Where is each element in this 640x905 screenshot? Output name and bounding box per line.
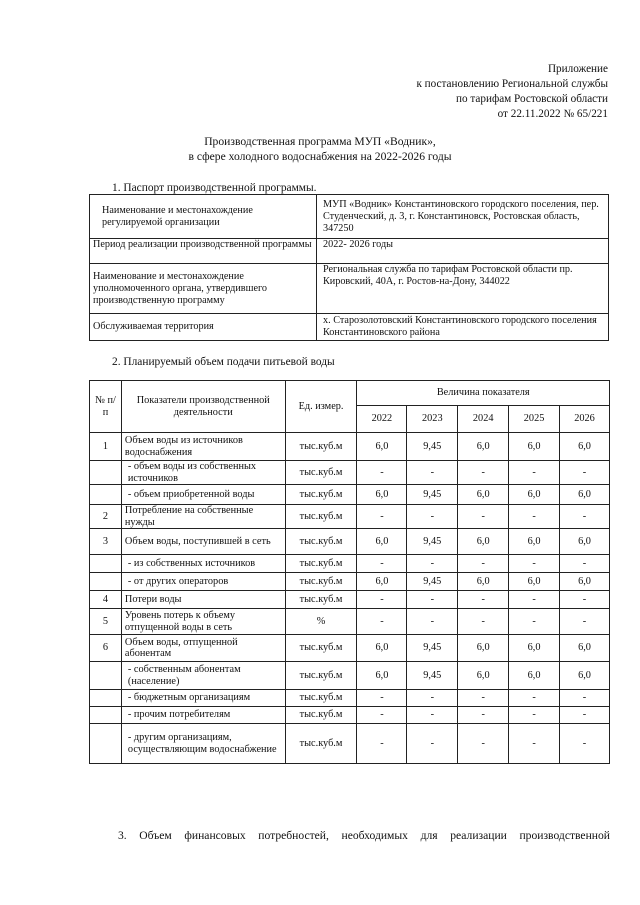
row-indicator: - объем воды из собственных источников xyxy=(121,461,285,485)
table-row xyxy=(90,433,610,461)
row-value: 6,0 xyxy=(357,573,407,591)
row-value: 6,0 xyxy=(560,485,610,505)
row-value: 9,45 xyxy=(407,573,458,591)
row-indicator: - объем приобретенной воды xyxy=(121,485,285,505)
row-value: - xyxy=(560,707,610,724)
passport-value: Региональная служба по тарифам Ростовской области пр. Кировский, 40А, г. Ростов-на-Дону, 344022 xyxy=(317,264,609,314)
row-value: - xyxy=(357,555,407,573)
title-line: в сфере холодного водоснабжения на 2022-2026 годы xyxy=(188,150,452,163)
row-value: - xyxy=(357,690,407,707)
row-value: - xyxy=(407,690,458,707)
row-value: - xyxy=(560,505,610,529)
row-value: 9,45 xyxy=(407,485,458,505)
row-num: 6 xyxy=(90,635,122,662)
row-value: - xyxy=(560,555,610,573)
row-value: - xyxy=(407,609,458,635)
table-row xyxy=(90,707,610,724)
row-value: - xyxy=(407,505,458,529)
row-value: 6,0 xyxy=(509,529,560,555)
row-num xyxy=(90,724,122,764)
row-value: 6,0 xyxy=(357,529,407,555)
row-value: 6,0 xyxy=(509,485,560,505)
row-indicator: - другим организациям, осуществляющим водоснабжение xyxy=(121,724,285,764)
row-unit: тыс.куб.м xyxy=(285,555,357,573)
approval-note xyxy=(416,62,608,122)
approval-line: Приложение xyxy=(547,63,608,75)
row-unit: тыс.куб.м xyxy=(285,635,357,662)
table-row xyxy=(90,690,610,707)
row-value: - xyxy=(458,555,509,573)
passport-label: Период реализации производственной программы xyxy=(90,239,317,264)
table-row xyxy=(90,609,610,635)
row-value: - xyxy=(560,591,610,609)
row-indicator: Потери воды xyxy=(121,591,285,609)
row-value: 6,0 xyxy=(560,529,610,555)
row-value: 6,0 xyxy=(357,635,407,662)
row-value: 6,0 xyxy=(560,433,610,461)
header-year: 2023 xyxy=(407,406,458,433)
row-value: - xyxy=(357,724,407,764)
row-value: - xyxy=(407,724,458,764)
row-unit: тыс.куб.м xyxy=(285,433,357,461)
passport-value: х. Старозолотовский Константиновского городского поселения Константиновского района xyxy=(317,314,609,341)
row-value: - xyxy=(560,690,610,707)
row-value: 9,45 xyxy=(407,662,458,690)
row-indicator: - прочим потребителям xyxy=(121,707,285,724)
row-unit: тыс.куб.м xyxy=(285,461,357,485)
document-title xyxy=(0,134,640,164)
table-row xyxy=(90,505,610,529)
row-value: 6,0 xyxy=(458,573,509,591)
row-value: - xyxy=(458,461,509,485)
row-value: 9,45 xyxy=(407,433,458,461)
row-num: 4 xyxy=(90,591,122,609)
row-indicator: Объем воды из источников водоснабжения xyxy=(121,433,285,461)
passport-value: 2022- 2026 годы xyxy=(317,239,609,264)
header-row xyxy=(90,381,610,406)
row-value: - xyxy=(407,461,458,485)
water-volume-table xyxy=(89,380,610,764)
row-value: - xyxy=(458,724,509,764)
row-value: 6,0 xyxy=(560,635,610,662)
table-row xyxy=(90,724,610,764)
row-value: 6,0 xyxy=(509,573,560,591)
row-unit: тыс.куб.м xyxy=(285,662,357,690)
header-num: № п/п xyxy=(90,381,122,433)
row-indicator: Объем воды, поступившей в сеть xyxy=(121,529,285,555)
row-value: 6,0 xyxy=(509,662,560,690)
row-value: 6,0 xyxy=(560,573,610,591)
row-num xyxy=(90,690,122,707)
table-row xyxy=(90,573,610,591)
header-value-group: Величина показателя xyxy=(357,381,610,406)
row-value: 6,0 xyxy=(560,662,610,690)
row-num xyxy=(90,573,122,591)
table-body xyxy=(90,433,610,764)
row-num: 1 xyxy=(90,433,122,461)
row-value: - xyxy=(509,690,560,707)
row-unit: тыс.куб.м xyxy=(285,707,357,724)
header-indicator: Показатели производственной деятельности xyxy=(121,381,285,433)
row-num xyxy=(90,662,122,690)
row-value: 6,0 xyxy=(357,433,407,461)
row-value: - xyxy=(357,609,407,635)
row-indicator: Уровень потерь к объему отпущенной воды в сеть xyxy=(121,609,285,635)
row-indicator: - из собственных источников xyxy=(121,555,285,573)
passport-value: МУП «Водник» Константиновского городского поселения, пер. Студенческий, д. 3, г. Константиновск, Ростовская область, 347250 xyxy=(317,195,609,239)
passport-label: Наименование и местонахождение уполномоченного органа, утвердившего производственную программу xyxy=(90,264,317,314)
table-row xyxy=(90,555,610,573)
row-value: 6,0 xyxy=(509,433,560,461)
row-value: 6,0 xyxy=(458,485,509,505)
row-value: 9,45 xyxy=(407,635,458,662)
row-unit: тыс.куб.м xyxy=(285,573,357,591)
row-value: - xyxy=(407,591,458,609)
row-value: 6,0 xyxy=(357,485,407,505)
row-value: - xyxy=(407,707,458,724)
row-value: - xyxy=(560,724,610,764)
title-line: Производственная программа МУП «Водник», xyxy=(204,135,436,148)
row-indicator: - бюджетным организациям xyxy=(121,690,285,707)
row-value: 6,0 xyxy=(509,635,560,662)
passport-label: Наименование и местонахождение регулируемой организации xyxy=(90,195,317,239)
row-value: - xyxy=(509,591,560,609)
row-indicator: - от других операторов xyxy=(121,573,285,591)
row-value: - xyxy=(560,609,610,635)
header-year: 2026 xyxy=(560,406,610,433)
table-row xyxy=(90,529,610,555)
section-1-heading: 1. Паспорт производственной программы. xyxy=(112,182,317,194)
passport-row xyxy=(90,264,609,314)
passport-table xyxy=(89,194,609,341)
row-value: - xyxy=(560,461,610,485)
passport-row xyxy=(90,239,609,264)
row-unit: тыс.куб.м xyxy=(285,591,357,609)
row-unit: тыс.куб.м xyxy=(285,724,357,764)
row-value: 6,0 xyxy=(458,529,509,555)
table-row xyxy=(90,485,610,505)
row-value: - xyxy=(357,591,407,609)
row-value: - xyxy=(458,609,509,635)
row-value: 6,0 xyxy=(458,635,509,662)
table-row xyxy=(90,635,610,662)
row-value: - xyxy=(509,505,560,529)
row-unit: % xyxy=(285,609,357,635)
row-unit: тыс.куб.м xyxy=(285,529,357,555)
row-value: - xyxy=(357,505,407,529)
row-value: - xyxy=(458,690,509,707)
row-num xyxy=(90,555,122,573)
row-num: 2 xyxy=(90,505,122,529)
row-num xyxy=(90,485,122,505)
section-2-heading: 2. Планируемый объем подачи питьевой воды xyxy=(112,356,335,368)
row-num: 3 xyxy=(90,529,122,555)
approval-line: к постановлению Региональной службы xyxy=(416,78,608,90)
approval-line: от 22.11.2022 № 65/221 xyxy=(497,108,608,120)
row-indicator: - собственным абонентам (население) xyxy=(121,662,285,690)
row-value: - xyxy=(509,461,560,485)
row-value: - xyxy=(357,707,407,724)
row-value: - xyxy=(509,609,560,635)
row-value: 6,0 xyxy=(458,433,509,461)
row-num xyxy=(90,707,122,724)
passport-label: Обслуживаемая территория xyxy=(90,314,317,341)
row-value: - xyxy=(509,724,560,764)
row-value: - xyxy=(357,461,407,485)
row-value: 6,0 xyxy=(357,662,407,690)
row-value: - xyxy=(509,707,560,724)
header-year: 2022 xyxy=(357,406,407,433)
row-num: 5 xyxy=(90,609,122,635)
row-value: - xyxy=(458,505,509,529)
section-3-paragraph: 3. Объем финансовых потребностей, необходимых для реализации производственной xyxy=(118,829,610,842)
row-value: - xyxy=(458,591,509,609)
row-value: - xyxy=(407,555,458,573)
table-row xyxy=(90,662,610,690)
row-num xyxy=(90,461,122,485)
row-indicator: Объем воды, отпущенной абонентам xyxy=(121,635,285,662)
row-indicator: Потребление на собственные нужды xyxy=(121,505,285,529)
header-unit: Ед. измер. xyxy=(285,381,357,433)
row-unit: тыс.куб.м xyxy=(285,690,357,707)
row-value: 6,0 xyxy=(458,662,509,690)
header-year: 2025 xyxy=(509,406,560,433)
header-year: 2024 xyxy=(458,406,509,433)
row-value: - xyxy=(458,707,509,724)
approval-line: по тарифам Ростовской области xyxy=(456,93,608,105)
row-value: 9,45 xyxy=(407,529,458,555)
passport-row xyxy=(90,195,609,239)
row-unit: тыс.куб.м xyxy=(285,505,357,529)
table-row xyxy=(90,461,610,485)
row-unit: тыс.куб.м xyxy=(285,485,357,505)
row-value: - xyxy=(509,555,560,573)
table-row xyxy=(90,591,610,609)
passport-row xyxy=(90,314,609,341)
